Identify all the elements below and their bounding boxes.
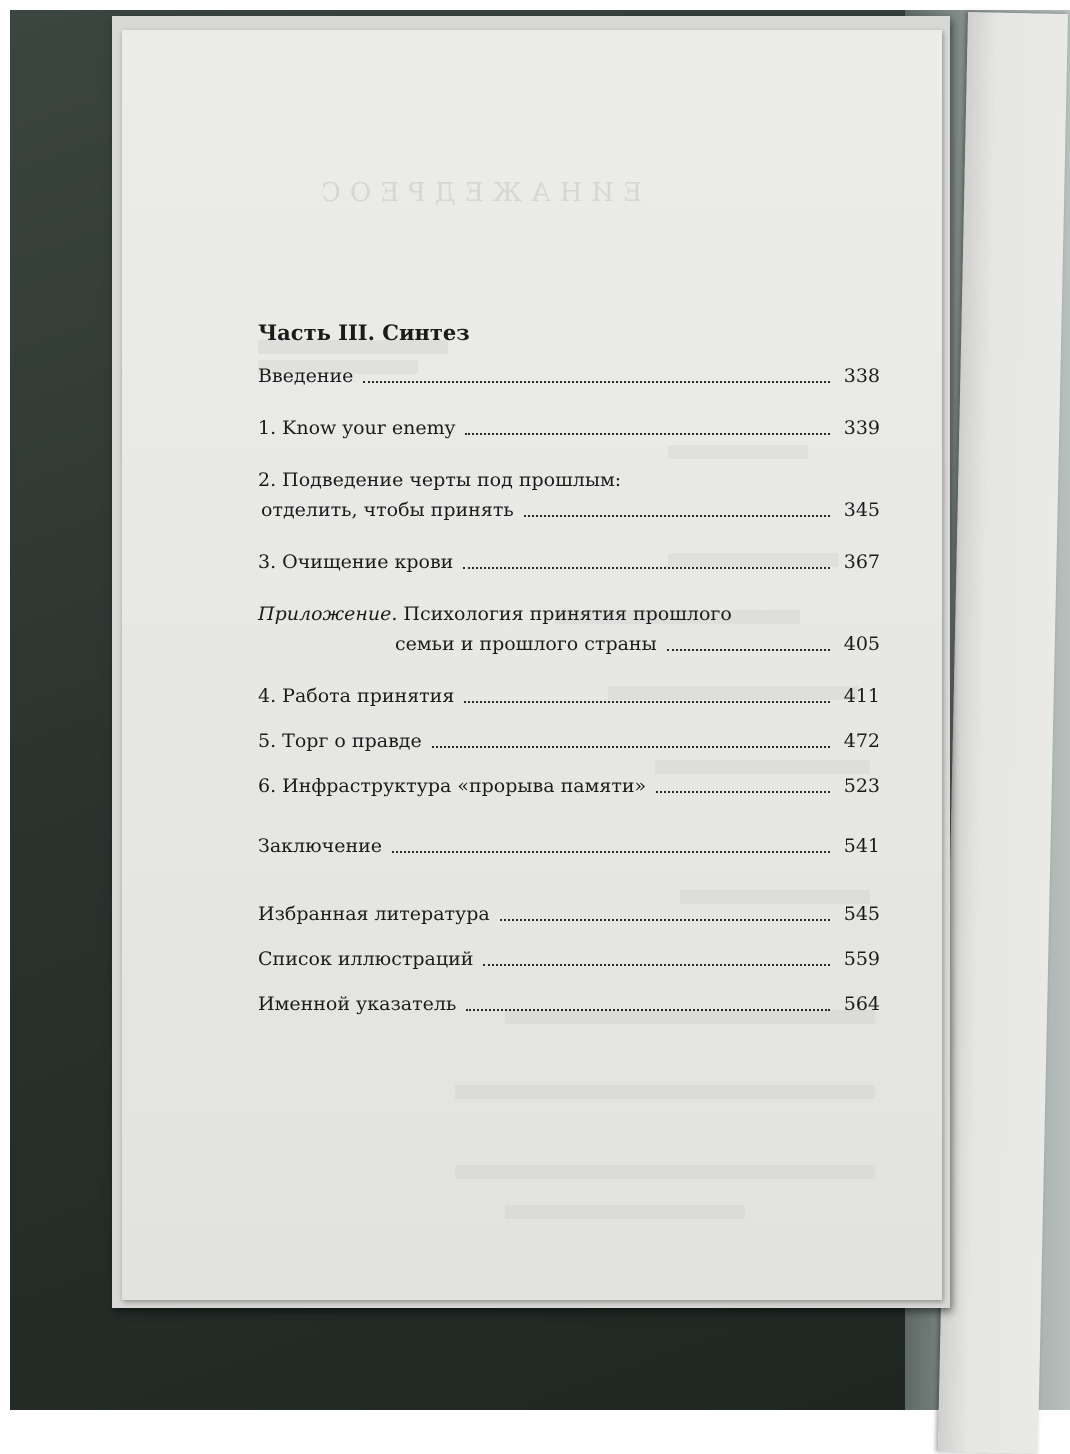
dot-leader xyxy=(500,919,830,921)
toc-entry-label-line1: 2. Подведение черты под прошлым: xyxy=(258,469,622,491)
toc-entry-label: Введение xyxy=(258,365,354,387)
dot-leader xyxy=(656,791,830,793)
toc-page-number: 411 xyxy=(843,685,880,707)
toc-entry-appendix xyxy=(258,599,880,659)
toc-entry-label: Именной указатель xyxy=(258,993,457,1015)
dot-leader xyxy=(466,1009,830,1011)
show-through-line xyxy=(505,1205,745,1219)
show-through-heading: ЕИНАЖЕДРЕОС xyxy=(312,178,643,208)
toc-entry-label: Заключение xyxy=(258,835,383,857)
toc-entry-prefix: Приложение. xyxy=(258,603,398,625)
toc-page-number: 541 xyxy=(843,835,880,857)
toc-entry-2 xyxy=(258,465,880,525)
toc-page-number: 339 xyxy=(843,417,880,439)
dot-leader xyxy=(463,567,830,569)
toc-entry-4 xyxy=(258,681,880,711)
dot-leader xyxy=(667,649,830,651)
toc-page-number: 472 xyxy=(843,730,880,752)
dot-leader xyxy=(432,746,830,748)
dot-leader xyxy=(363,381,830,383)
toc-page-number: 367 xyxy=(843,551,880,573)
toc-page-number: 345 xyxy=(843,499,880,521)
dot-leader xyxy=(465,433,830,435)
toc-page-number: 559 xyxy=(843,948,880,970)
toc-page-number: 338 xyxy=(843,365,880,387)
toc-entry-label: 1. Know your enemy xyxy=(258,417,456,439)
part-title: Часть III. Синтез xyxy=(258,320,470,345)
toc-page-number: 405 xyxy=(843,633,880,655)
toc-entry-6 xyxy=(258,771,880,801)
toc-page-number: 564 xyxy=(843,993,880,1015)
toc-entry-label: 4. Работа принятия xyxy=(258,685,455,707)
show-through-line xyxy=(455,1165,875,1179)
toc-entry-label: Список иллюстраций xyxy=(258,948,474,970)
toc-entry-label-line2: отделить, чтобы принять xyxy=(261,499,514,521)
toc-entry-conclusion xyxy=(258,831,880,861)
toc-entry-label: 5. Торг о правде xyxy=(258,730,422,752)
toc-entry-3 xyxy=(258,547,880,577)
dot-leader xyxy=(464,701,830,703)
toc-page-number: 523 xyxy=(843,775,880,797)
toc-entry-label: Избранная литература xyxy=(258,903,490,925)
show-through-line xyxy=(455,1085,875,1099)
toc-entry-name-index xyxy=(258,989,880,1019)
toc-entry-illustrations xyxy=(258,944,880,974)
dot-leader xyxy=(483,964,830,966)
toc-entry-bibliography xyxy=(258,899,880,929)
toc-entry-5 xyxy=(258,726,880,756)
toc-entry-label-line1: Психология принятия прошлого xyxy=(397,603,732,625)
toc-entry-1 xyxy=(258,413,880,443)
table-of-contents xyxy=(258,320,880,1019)
toc-page-number: 545 xyxy=(843,903,880,925)
toc-entry-label: 6. Инфраструктура «прорыва памяти» xyxy=(258,775,647,797)
toc-entry-intro xyxy=(258,361,880,391)
dot-leader xyxy=(392,851,830,853)
toc-entry-label: 3. Очищение крови xyxy=(258,551,454,573)
dot-leader xyxy=(524,515,830,517)
toc-entry-label-line2: семьи и прошлого страны xyxy=(395,633,657,655)
